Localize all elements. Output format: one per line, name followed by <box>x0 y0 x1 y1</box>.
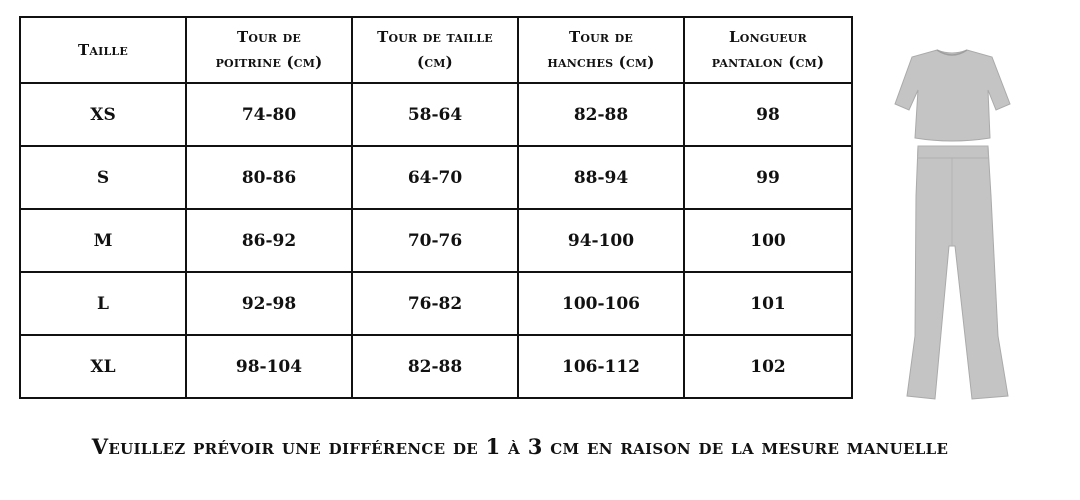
size-cell: L <box>20 272 186 335</box>
table-row <box>20 209 852 272</box>
hips-cell: 100-106 <box>518 272 684 335</box>
flared-pants <box>907 146 1008 399</box>
product-image <box>890 46 1015 402</box>
hips-cell: 106-112 <box>518 335 684 398</box>
header-pants-length: Longueur pantalon (cm) <box>684 17 852 83</box>
size-cell: XS <box>20 83 186 146</box>
waist-cell: 70-76 <box>352 209 518 272</box>
table-row <box>20 146 852 209</box>
measurement-note: Veuillez prévoir une différence de 1 à 3 cm en raison de la mesure manuelle <box>91 434 949 459</box>
size-chart-table <box>19 16 853 399</box>
size-cell: S <box>20 146 186 209</box>
header-chest: Tour de poitrine (cm) <box>186 17 352 83</box>
table-row <box>20 272 852 335</box>
chest-cell: 86-92 <box>186 209 352 272</box>
pants-length-cell: 99 <box>684 146 852 209</box>
waist-cell: 76-82 <box>352 272 518 335</box>
pants-length-cell: 102 <box>684 335 852 398</box>
table-row <box>20 335 852 398</box>
chest-cell: 92-98 <box>186 272 352 335</box>
size-cell: XL <box>20 335 186 398</box>
waist-cell: 64-70 <box>352 146 518 209</box>
hips-cell: 94-100 <box>518 209 684 272</box>
chest-cell: 74-80 <box>186 83 352 146</box>
header-waist: Tour de taille (cm) <box>352 17 518 83</box>
hips-cell: 88-94 <box>518 146 684 209</box>
size-cell: M <box>20 209 186 272</box>
waist-cell: 58-64 <box>352 83 518 146</box>
pants-length-cell: 100 <box>684 209 852 272</box>
pants-length-cell: 101 <box>684 272 852 335</box>
header-size: Taille <box>20 17 186 83</box>
chest-cell: 80-86 <box>186 146 352 209</box>
table-header-row <box>20 17 852 83</box>
waist-cell: 82-88 <box>352 335 518 398</box>
header-hips: Tour de hanches (cm) <box>518 17 684 83</box>
chest-cell: 98-104 <box>186 335 352 398</box>
pants-length-cell: 98 <box>684 83 852 146</box>
hips-cell: 82-88 <box>518 83 684 146</box>
crop-top-shirt <box>895 50 1010 141</box>
table-row <box>20 83 852 146</box>
